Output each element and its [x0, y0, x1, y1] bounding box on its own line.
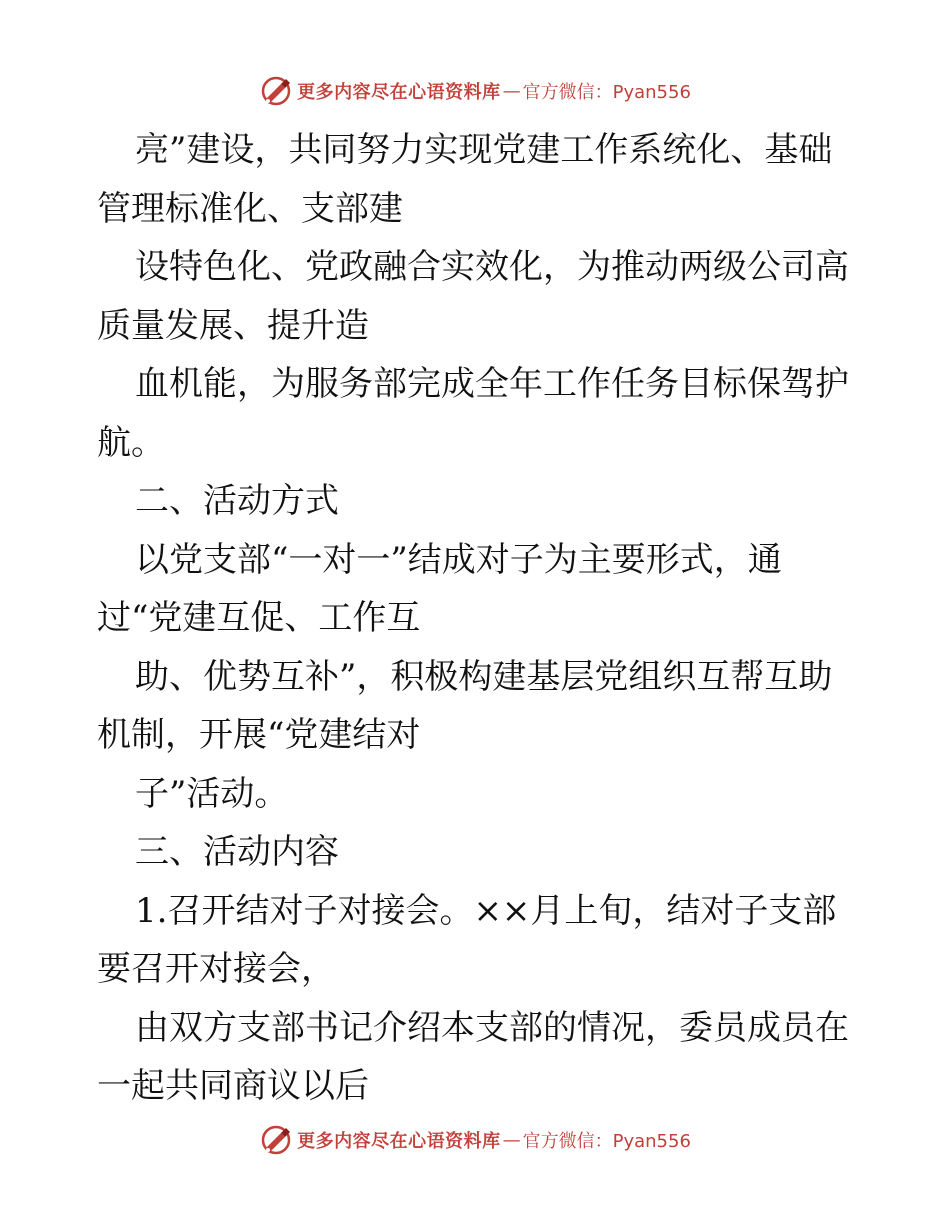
- banner-wechat: 官方微信：Pyan556: [522, 1131, 691, 1152]
- header-banner: [0, 71, 950, 111]
- footer-banner: [0, 1120, 950, 1160]
- pen-logo-icon: [259, 74, 293, 108]
- text-line: 1.召开结对子对接会。××月上旬，结对子支部: [135, 890, 837, 931]
- banner-title: 更多内容尽在心语资料库: [297, 1131, 501, 1152]
- text-line: 助、优势互补”，积极构建基层党组织互帮互助: [135, 656, 833, 697]
- text-line: 要召开对接会，: [97, 949, 335, 989]
- text-line: 子”活动。: [135, 773, 289, 814]
- banner-title: 更多内容尽在心语资料库: [297, 82, 501, 103]
- text-line: 一起共同商议以后: [97, 1066, 369, 1106]
- text-line: 血机能，为服务部完成全年工作任务目标保驾护: [135, 364, 849, 404]
- document-body: [97, 121, 857, 1116]
- text-line: 质量发展、提升造: [97, 305, 369, 346]
- text-line: 二、活动方式: [135, 481, 339, 521]
- text-line: 三、活动内容: [135, 832, 339, 872]
- banner-wechat: 官方微信：Pyan556: [522, 82, 691, 103]
- text-line: 由双方支部书记介绍本支部的情况，委员成员在: [135, 1007, 849, 1048]
- text-line: 过“党建互促、工作互: [97, 598, 421, 638]
- pen-logo-icon: [259, 1123, 293, 1157]
- text-line: 设特色化、党政融合实效化，为推动两级公司高: [135, 247, 849, 287]
- text-line: 亮”建设，共同努力实现党建工作系统化、基础: [135, 130, 833, 170]
- banner-separator: —: [502, 1129, 521, 1151]
- banner-separator: —: [502, 80, 521, 102]
- text-line: 航。: [97, 422, 165, 463]
- text-line: 管理标准化、支部建: [97, 188, 403, 229]
- text-line: 以党支部“一对一”结成对子为主要形式，通: [135, 539, 782, 580]
- text-line: 机制，开展“党建结对: [97, 715, 421, 755]
